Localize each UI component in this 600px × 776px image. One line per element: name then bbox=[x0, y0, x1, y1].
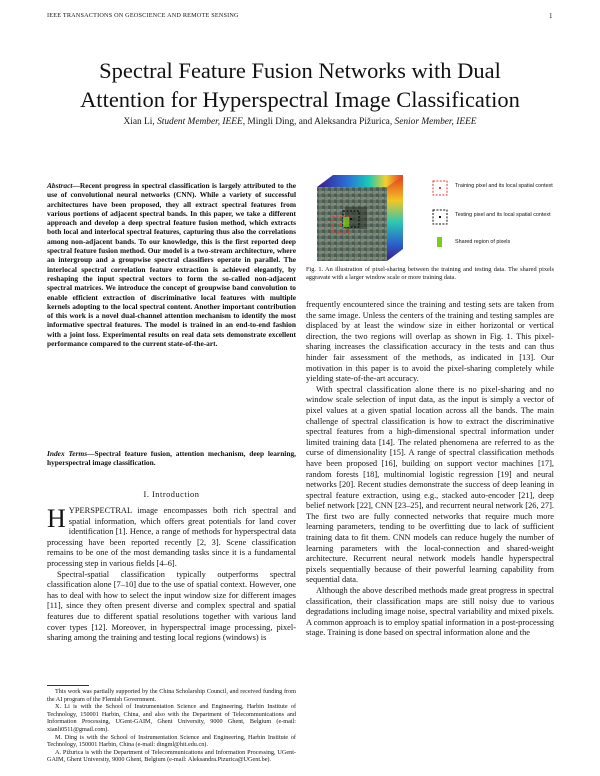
page-number: 1 bbox=[549, 12, 553, 20]
index-terms-text: —Spectral feature fusion, attention mechanism, deep learning, hyperspectral image classification. bbox=[47, 449, 297, 468]
abstract-text: —Recent progress in spectral classification is largely attributed to the use of convolutional neural networks (CNN). While a variety of successful architectures have been proposed, they all extract spectral features from various portions of adjacent spectral bands. In this paper, we take a different approach and develop a deep spectral feature fusion method, which extracts both local and interlocal spectral features, capturing thus also the correlations among non-adjacent bands. To our knowledge, this is the first reported deep spectral feature fusion method. Our model is a two-stream architecture, where an intergroup and a groupwise spectral classifiers operate in parallel. The interlocal spectral correlation feature extraction is achieved elegantly, by reshaping the input spectral vectors to form the so-called non-adjacent spectral matrices. We introduce the concept of groupwise band convolution to enable efficient extraction of discriminative local features with multiple kernels adopting to the local spectral content. Another important contribution of this work is a novel dual-channel attention mechanism to identify the most informative spectral features. The model is trained in an end-to-end fashion with a joint loss. Experimental results on real data sets demonstrate excellent performance compared to the current state-of-the-art. bbox=[47, 181, 296, 349]
right-paragraph-2: With spectral classification alone there is no pixel-sharing and no window scale selection of input data, as the input is simply a vector of pixel values at a given spatial location across all the bands. The main challenge of spectral classification is how to extract the discriminative spectral features from a high-dimensional spectral information under limited training data [14]. The related phenomena are referred to as the curse of dimensionality [15]. A range of spectral classification methods have been proposed [16], building on support vector machines [17], random forests [18], multinomial logistic regression [19] and neural networks [20]. Recent studies demonstrate the success of deep leaning in spectral feature extraction, using e.g., stacked auto-encoder [21], deep belief network [22], CNN [23–25], and recurrent neural network [26, 27]. The first two are fully connected networks that require much more learning parameters, tending to be overfitting due to lack of sufficient training data to fit them. CNN models can reduce hugely the number of learning parameters with the local-connection and shared-weight architecture. Recurrent neural network models handle hyperspectral pixels sequentially because of their powerful learning capability from sequential data. bbox=[306, 384, 554, 585]
footnote-author-2: M. Ding is with the School of Instrumentation Science and Engineering, Harbin Institute of Technology, 150001 Harbin, China (e-mail: dingml@hit.edu.cn). bbox=[47, 733, 296, 749]
training-pixel bbox=[340, 224, 342, 226]
section-heading-introduction: I. Introduction bbox=[143, 490, 200, 499]
abstract bbox=[47, 181, 296, 348]
right-paragraph-3: Although the above described methods made great progress in spectral classification, their classification maps are still noisy due to various degradations including image noise, spectral variability and mixed pixels. A common approach is to employ spatial information in a post-processing stage. Training is done based on spectral information alone and the bbox=[306, 586, 554, 638]
title-line-1: Spectral Feature Fusion Networks with Dual bbox=[99, 58, 501, 83]
index-terms-lead: Index Terms bbox=[47, 449, 88, 458]
introduction-right-column bbox=[306, 300, 554, 639]
figure-1 bbox=[307, 173, 555, 261]
author-role-2: Senior Member, IEEE bbox=[394, 117, 477, 127]
title-line-2: Attention for Hyperspectral Image Classification bbox=[80, 87, 520, 112]
footnote-author-1: X. Li is with the School of Instrumentation Science and Engineering, Harbin Institute of Technology, 150001 Harbin, China, and also with the Department of Telecommunications and Information Processing, UGent-GAIM, Ghent University, 9000 Ghent, Belgium (e-mail: xianli0511@gmail.com). bbox=[47, 703, 296, 733]
author-role-1: Student Member, IEEE bbox=[157, 117, 243, 127]
right-paragraph-1: frequently encountered since the training and testing sets are taken from the same image. Unless the centers of the training and testing samples are displaced by at least the window size in either horizontal or vertical direction, the two regions will overlap as shown in Fig. 1. This pixel-sharing increases the classification accuracy in the tests and can thus hinder fair assessment of the methods, as indicated in [13]. Our motivation in this paper is to avoid the pixel-sharing completely while yielding state-of-the-art accuracy. bbox=[306, 300, 554, 384]
legend-shared-swatch bbox=[437, 237, 442, 247]
intro-paragraph-1 bbox=[47, 506, 296, 570]
footnote-rule bbox=[47, 685, 89, 686]
shared-region bbox=[343, 217, 349, 227]
paper-title bbox=[40, 56, 560, 114]
intro-paragraph-1-text: YPERSPECTRAL image encompasses both rich spectral and spatial information, which offers great potentials for land cover identification [1]. Hence, a range of methods for hyperspectral data processing have been reported recently [2, 3]. Scene classification remains to be one of the most demanding tasks since it is a fundamental processing step in various fields [4–6]. bbox=[47, 506, 296, 568]
footnote-author-3: A. Pižurica is with the Department of Telecommunications and Information Processing, UGent-GAIM, Ghent University, 9000 Ghent, Belgium (e-mail: Aleksandra.Pizurica@UGent.be). bbox=[47, 748, 296, 764]
drop-cap: H bbox=[47, 504, 66, 533]
footnote-funding: This work was partially supported by the China Scholarship Council, and received funding from the AI program of the Flemish Government. bbox=[47, 688, 296, 703]
intro-paragraph-2: Spectral-spatial classification typically outperforms spectral classification alone [7–10] due to the use of spatial context. However, one has to deal with how to select the input window size for different images [11], since they often present diverse and complex spectral and spatial features due to different spatial resolutions together with various land cover types [12]. Moreover, in hyperspectral image processing, pixel-sharing among the training and testing local regions (windows) is bbox=[47, 569, 296, 643]
running-head: IEEE TRANSACTIONS ON GEOSCIENCE AND REMOTE SENSING bbox=[47, 12, 239, 19]
author-line bbox=[40, 117, 560, 127]
index-terms bbox=[47, 449, 296, 468]
legend-testing-dot bbox=[439, 216, 441, 218]
legend-training-dot bbox=[439, 187, 441, 189]
author-name-1: Xian Li, bbox=[123, 117, 158, 127]
legend-training-label: Training pixel and its local spatial context bbox=[455, 183, 553, 189]
figure-1-caption: Fig. 1. An illustration of pixel-sharing between the training and testing data. The shared pixels aggravate with a larger window scale or more training data. bbox=[306, 266, 554, 281]
abstract-lead: Abstract bbox=[47, 181, 73, 190]
cube-side-face bbox=[387, 175, 403, 261]
author-name-2: , Mingli Ding, and Aleksandra Pižurica, bbox=[242, 117, 395, 127]
footnotes bbox=[47, 688, 296, 764]
legend-testing-label: Testing pixel and its local spatial context bbox=[455, 212, 551, 218]
testing-pixel bbox=[350, 218, 352, 220]
legend-shared-label: Shared region of pixels bbox=[455, 239, 511, 245]
introduction-left-column bbox=[47, 506, 296, 644]
